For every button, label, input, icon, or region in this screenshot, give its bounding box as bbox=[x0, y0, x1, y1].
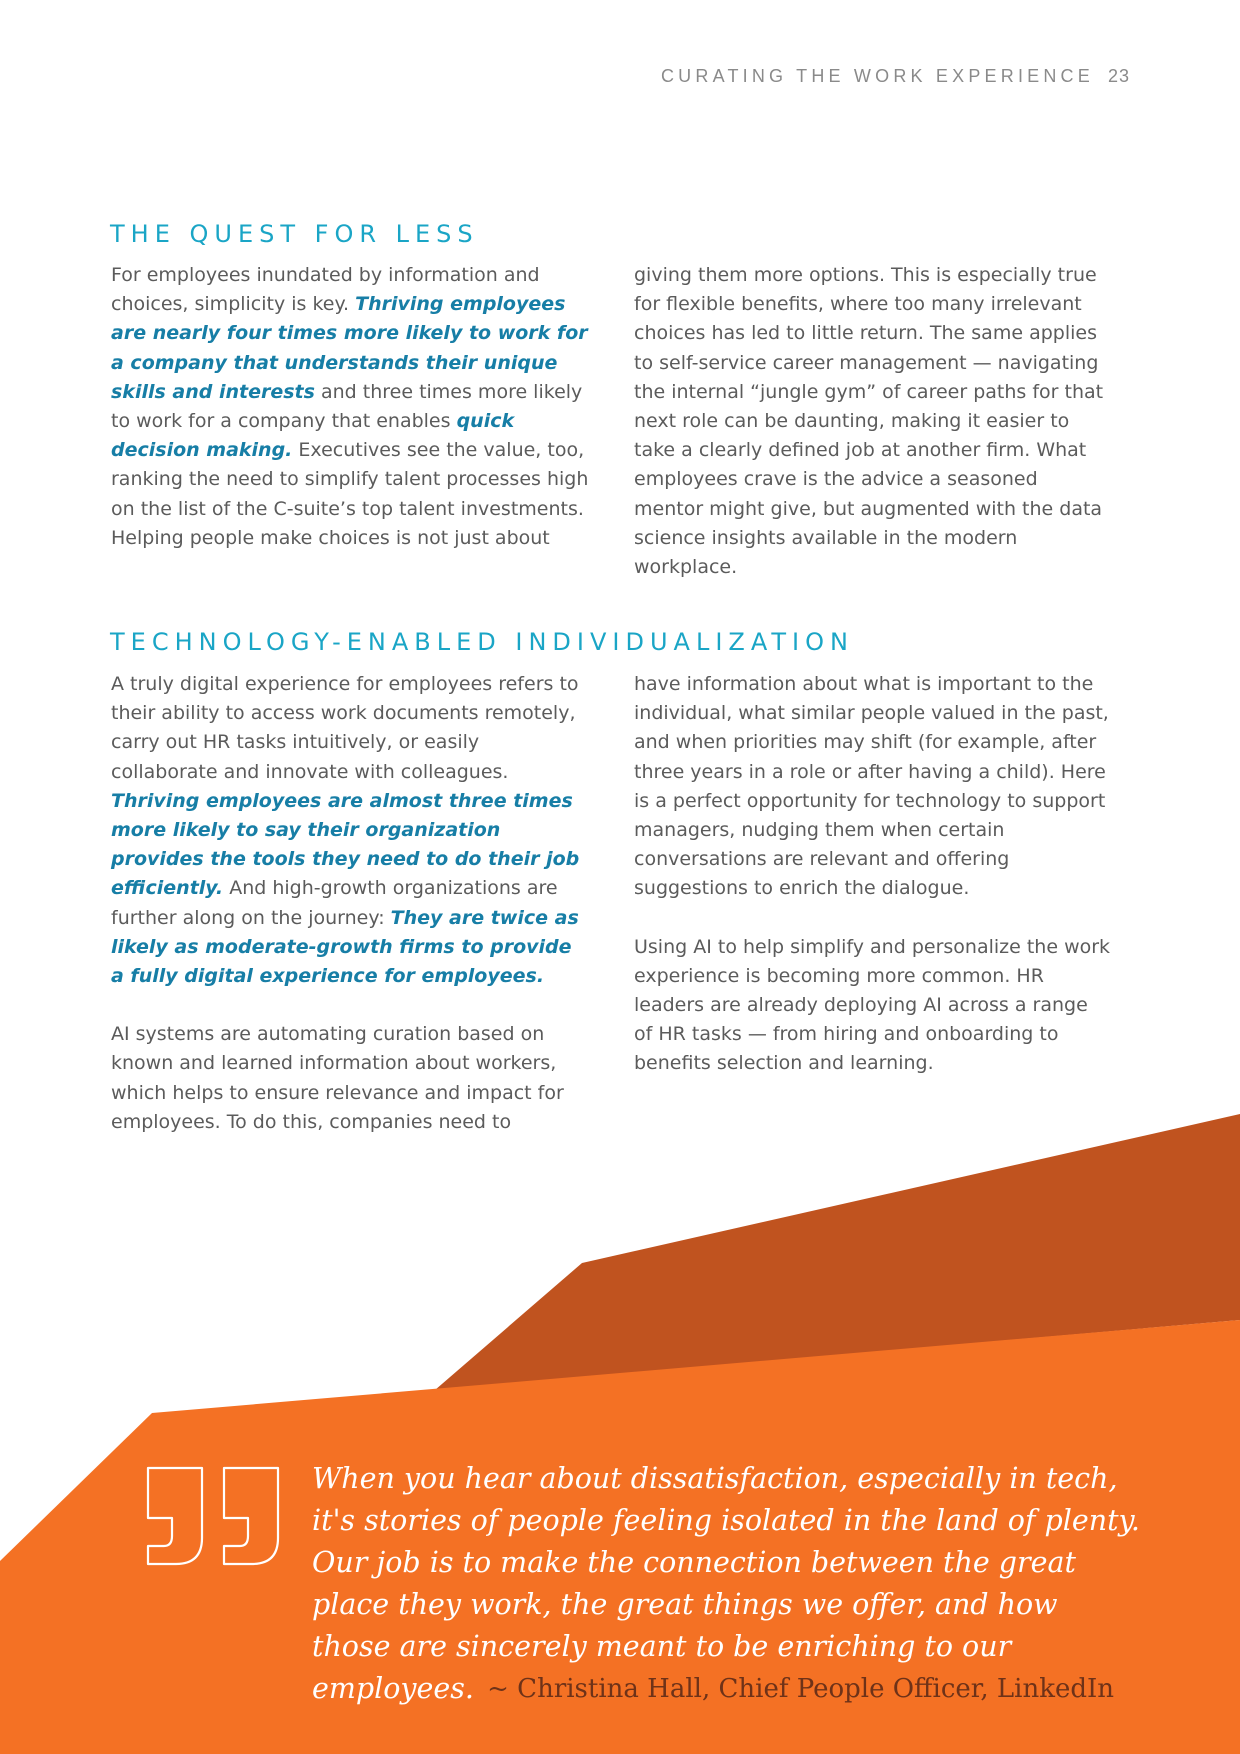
section2-left-paragraph-2: AI systems are automating curation based on known and learned information about workers, which helps to ensure relevance and impact for employees. To do this, companies need to bbox=[111, 1023, 564, 1133]
quote-attribution: ~ Christina Hall, Chief People Officer, LinkedIn bbox=[487, 1674, 1114, 1704]
highlight-text: Thriving employees are almost three times more likely to say their organization provides the tools they need to do their job efficiently. bbox=[111, 789, 580, 900]
highlight-text: They are twice as likely as moderate-growth firms to provide a fully digital experience for employees. bbox=[111, 906, 579, 988]
section2-right-paragraph-1: have information about what is important to the individual, what similar people valued in the past, and when priorities may shift (for example, after three years in a role or after having a child). Here is a perfect opportunity for technology to support managers, nudging them when certain conversations are relevant and offering suggestions to enrich the dialogue. bbox=[634, 673, 1109, 900]
section1-right-paragraph: giving them more options. This is especially true for flexible benefits, where too many irrelevant choices has led to little return. The same applies to self-service career management — navigating the internal “jungle gym” of career paths for that next role can be daunting, making it easier to take a clearly defined job at another firm. What employees crave is the advice a seasoned mentor might give, but augmented with the data science insights available in the modern workplace. bbox=[634, 264, 1104, 579]
running-header-title: CURATING THE WORK EXPERIENCE bbox=[660, 66, 1094, 86]
body-text: And high-growth organizations are further along on the journey: bbox=[111, 877, 558, 929]
body-text: For employees inundated by information and choices, simplicity is key. bbox=[111, 264, 540, 316]
section-title-technology-enabled: TECHNOLOGY-ENABLED INDIVIDUALIZATION bbox=[110, 628, 854, 656]
body-text: A truly digital experience for employees refers to their ability to access work documents remotely, carry out HR tasks intuitively, or easily collaborate and innovate with colleagues. bbox=[111, 673, 579, 783]
highlight-text: Thriving employees are nearly four times more likely to work for a company that understands their unique skills and interests bbox=[111, 293, 588, 403]
closing-quote-icon bbox=[146, 1466, 282, 1568]
page-number: 23 bbox=[1107, 66, 1130, 86]
body-text: and three times more likely to work for a company that enables bbox=[111, 380, 583, 433]
section-title-quest-for-less: THE QUEST FOR LESS bbox=[110, 220, 479, 248]
highlight-text: quick decision making. bbox=[111, 410, 515, 462]
section2-right-paragraph-2: Using AI to help simplify and personalize the work experience is becoming more common. HR leaders are already deploying AI across a range of HR tasks — from hiring and onboarding to benefits selection and learning. bbox=[634, 935, 1111, 1075]
pull-quote-text: When you hear about dissatisfaction, especially in tech, it's stories of people feeling isolated in the land of plenty. Our job is to make the connection between the great place they work, the great things we offer, and how those are sincerely meant to be enriching to our employees. bbox=[312, 1462, 1140, 1705]
body-text: Executives see the value, too, ranking the need to simplify talent processes high on the list of the C-suite’s top talent investments. Helping people make choices is not just about bbox=[111, 439, 589, 549]
